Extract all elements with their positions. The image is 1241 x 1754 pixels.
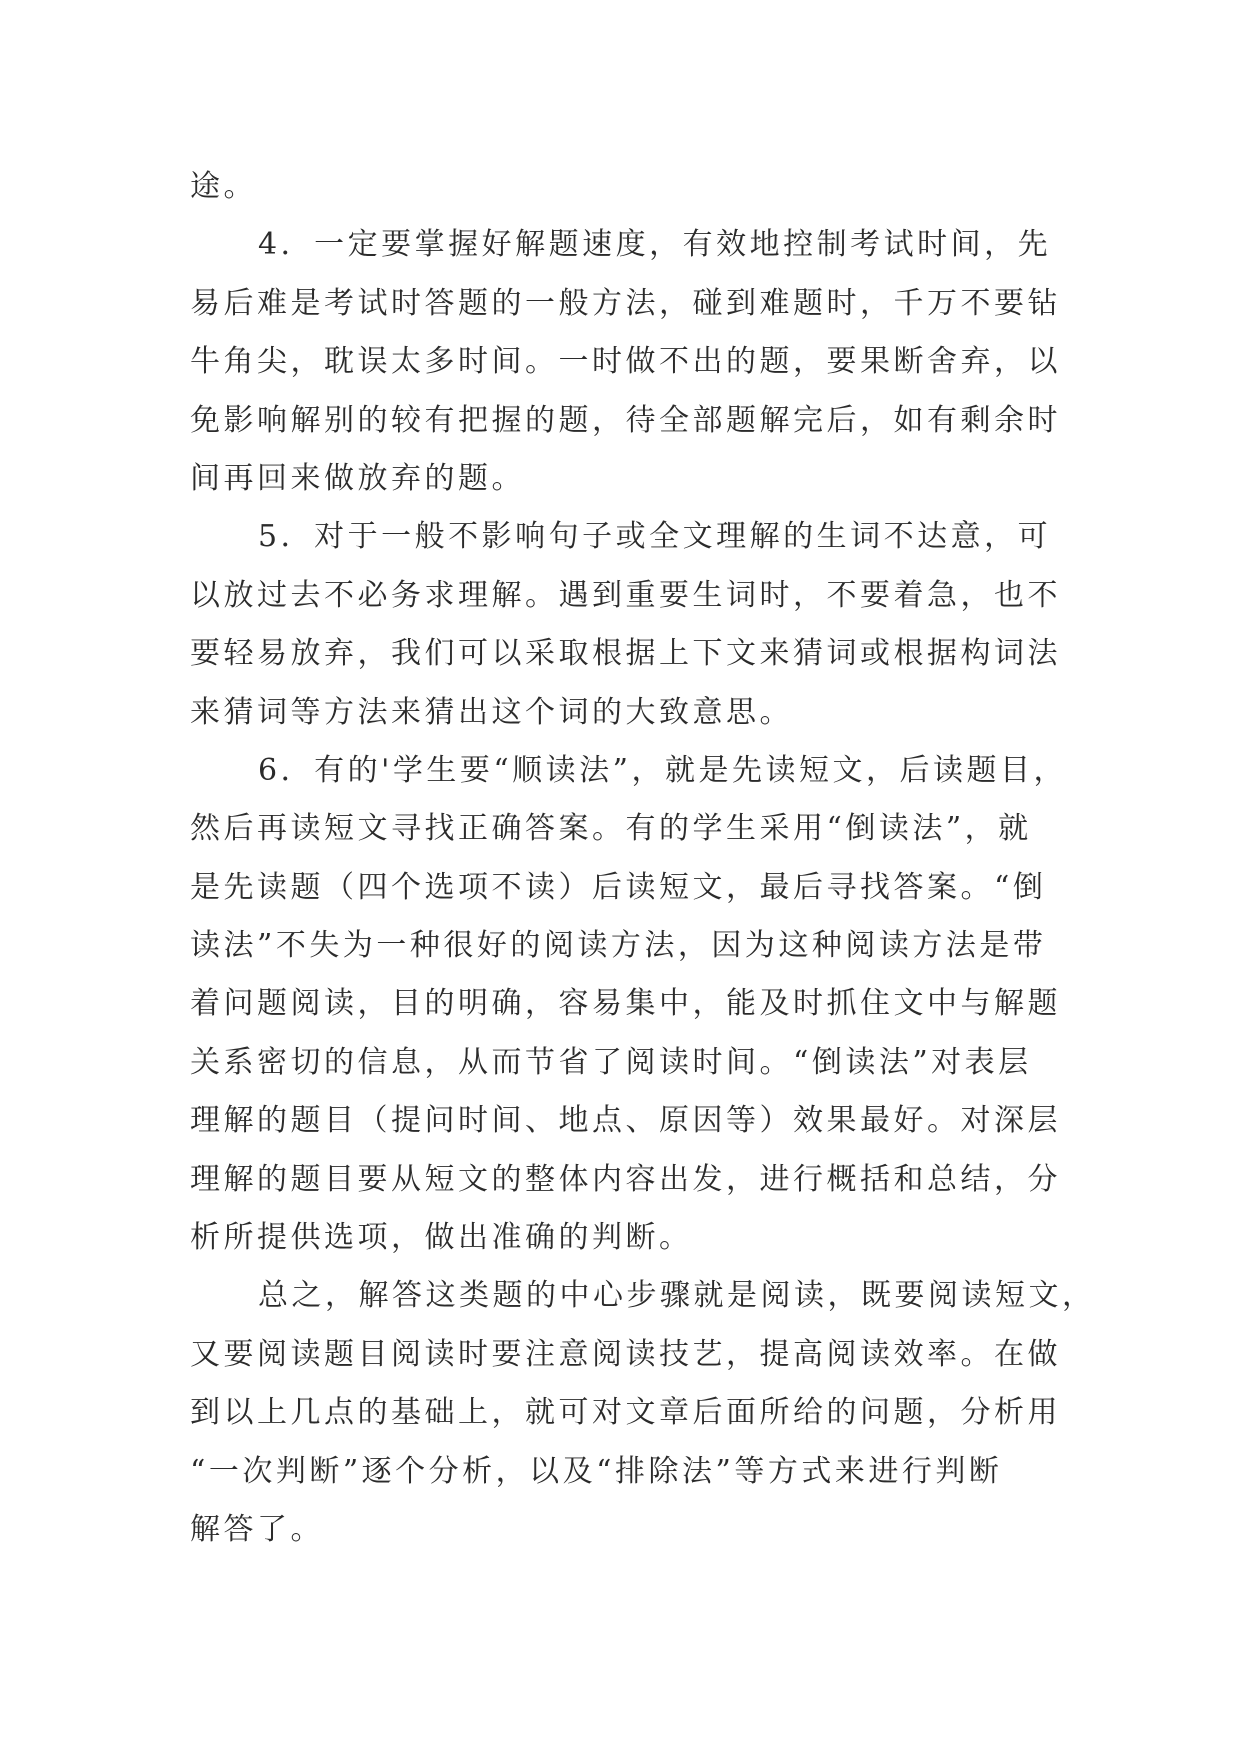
text-line: 以放过去不必务求理解。遇到重要生词时，不要着急，也不 — [190, 577, 1061, 613]
text-line: 析所提供选项，做出准确的判断。 — [190, 1220, 693, 1256]
text-line: 要轻易放弃，我们可以采取根据上下文来猜词或根据构词法 — [190, 636, 1061, 672]
text-line: 总之，解答这类题的中心步骤就是阅读，既要阅读短文， — [258, 1278, 1096, 1314]
text-line: 关系密切的信息，从而节省了阅读时间。“倒读法”对表层 — [190, 1044, 1032, 1080]
text-line: 4．一定要掌握好解题速度，有效地控制考试时间，先 — [258, 227, 1052, 263]
text-line: 间再回来做放弃的题。 — [190, 460, 525, 496]
text-line: 来猜词等方法来猜出这个词的大致意思。 — [190, 694, 793, 730]
text-line: 途。 — [190, 169, 257, 204]
text-line: 5．对于一般不影响句子或全文理解的生词不达意，可 — [258, 519, 1052, 555]
text-line: 着问题阅读，目的明确，容易集中，能及时抓住文中与解题 — [190, 986, 1061, 1022]
text-line: 6．有的'学生要“顺读法”，就是先读短文，后读题目， — [258, 752, 1068, 788]
text-line: 读法”不失为一种很好的阅读方法，因为这种阅读方法是带 — [190, 928, 1047, 964]
text-line: 到以上几点的基础上，就可对文章后面所给的问题，分析用 — [190, 1395, 1061, 1431]
text-line: 解答了。 — [190, 1511, 324, 1547]
body-text — [190, 158, 1096, 1559]
text-line: 理解的题目（提问时间、地点、原因等）效果最好。对深层 — [190, 1103, 1061, 1139]
text-line: 是先读题（四个选项不读）后读短文，最后寻找答案。“倒 — [190, 869, 1047, 905]
text-line: 免影响解别的较有把握的题，待全部题解完后，如有剩余时 — [190, 402, 1061, 438]
text-line: 又要阅读题目阅读时要注意阅读技艺，提高阅读效率。在做 — [190, 1336, 1061, 1372]
text-line: 然后再读短文寻找正确答案。有的学生采用“倒读法”，就 — [190, 811, 1032, 847]
text-line: 易后难是考试时答题的一般方法，碰到难题时，千万不要钻 — [190, 285, 1061, 321]
text-line: 理解的题目要从短文的整体内容出发，进行概括和总结，分 — [190, 1161, 1061, 1197]
text-line: “一次判断”逐个分析，以及“排除法”等方式来进行判断 — [190, 1453, 1003, 1489]
text-line: 牛角尖，耽误太多时间。一时做不出的题，要果断舍弃，以 — [190, 344, 1061, 380]
